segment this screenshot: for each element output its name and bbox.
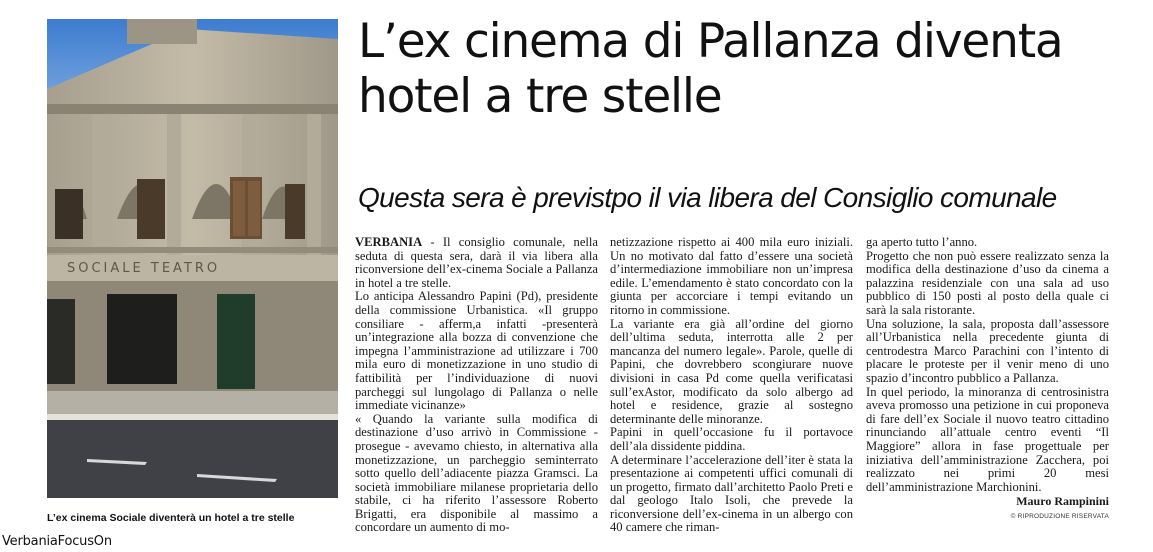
article-paragraph: ga aperto tutto l’anno.	[866, 235, 978, 249]
copyright-notice: © RIPRODUZIONE RISERVATA	[1010, 512, 1109, 520]
article-paragraph: « Quando la variante sulla modifica di destinazione d’uso arrivò in Commissione - prosegue - avevamo chiesto, in alternativa alla monetizzazione, un parcheggio seminterrato sotto quello dell’adiacente piazza Gramsci. La società immobiliare milanese proprietaria dello stabile, ci ha riferito l’assessore Roberto Brigatti, era disponibile al massimo a concordare un aumento di mo-	[355, 411, 598, 535]
subheadline: Questa sera è previstpo il via libera del Consiglio comunale	[358, 182, 1057, 213]
photo-caption: L’ex cinema Sociale diventerà un hotel a tre stelle	[47, 512, 295, 524]
watermark: VerbaniaFocusOn	[2, 534, 112, 549]
facade-sign: SOCIALE TEATRO	[67, 261, 221, 276]
article-paragraph: Lo anticipa Alessandro Papini (Pd), presidente della commissione Urbanistica. «Il gruppo consiliare - afferm,a infatti -presenterà un’integrazione alla bozza di convenzione che impegna l’amministrazione ad utilizzare i 700 mila euro di monetizzazione in uno studio di fattibilità per l’individuazione di nuovi parcheggi sul lungolago di Pallanza o nelle immediate vicinanze»	[355, 289, 598, 413]
article-paragraph: Una soluzione, la sala, proposta dall’assessore all’Urbanistica nella precedente giunta di centrodestra Marco Parachini con l’intento di placare le proteste per il venir meno di uno spazio d’incontro pubblico a Pallanza.	[866, 316, 1109, 385]
article-paragraph: Progetto che non può essere realizzato senza la modifica della destinazione d’uso da cinema a palazzina residenziale con una sala ad uso pubblico di 150 posti al posto della quale ci sarà la sala ristorante.	[866, 248, 1109, 317]
article-paragraph: In quel periodo, la minoranza di centrosinistra aveva promosso una petizione in cui proponeva di fare dell’ex Sociale il nuovo teatro cittadino rinunciando all’attuale centro eventi “Il Maggiore” allora in fase progettuale per iniziativa dell’amministrazione Zacchera, poi realizzato nei primi 20 mesi dell’amministrazione Marchionini.	[866, 384, 1109, 494]
article-paragraph: Papini in quell’occasione fu il portavoce dell’ala dissidente piddina.	[610, 425, 853, 453]
dateline: VERBANIA	[355, 235, 423, 249]
article-photo	[47, 19, 338, 498]
headline: L’ex cinema di Pallanza diventa hotel a tre stelle	[358, 14, 1063, 124]
cinema-facade-image	[47, 19, 338, 498]
article-paragraph: netizzazione rispetto ai 400 mila euro iniziali. Un no motivato dal fatto d’essere una società d’intermediazione immobiliare non un’impresa edile. L’emendamento è stato concordato con la giunta per accorciare i tempi evitando un ritorno in commissione.	[610, 235, 853, 317]
article-column-1	[355, 236, 598, 535]
author-byline: Mauro Rampinini	[1016, 494, 1109, 509]
article-column-2	[610, 236, 853, 535]
article-column-3	[866, 236, 1109, 523]
article-paragraph: La variante era già all’ordine del giorno dell’ultima seduta, interrotta alle 2 per mancanza del numero legale». Parole, quelle di Papini, che dovrebbero scongiurare nuove divisioni in casa Pd come quella verificatasi sull’exAstor, modificato da solo albergo ad hotel e residence, grazie al sostegno determinante delle minoranze.	[610, 316, 853, 426]
article-paragraph: A determinare l’accelerazione dell’iter è stata la presentazione ai competenti uffici comunali di un progetto, firmato dall’architetto Paolo Preti e dal geologo Italo Isoli, che prevede la riconversione dell’ex-cinema in un albergo con 40 camere che riman-	[610, 452, 853, 535]
article-paragraph: VERBANIA - Il consiglio comunale, nella seduta di questa sera, darà il via libera alla riconversione dell’ex-cinema Sociale a Pallanza in hotel a tre stelle.	[355, 235, 598, 290]
